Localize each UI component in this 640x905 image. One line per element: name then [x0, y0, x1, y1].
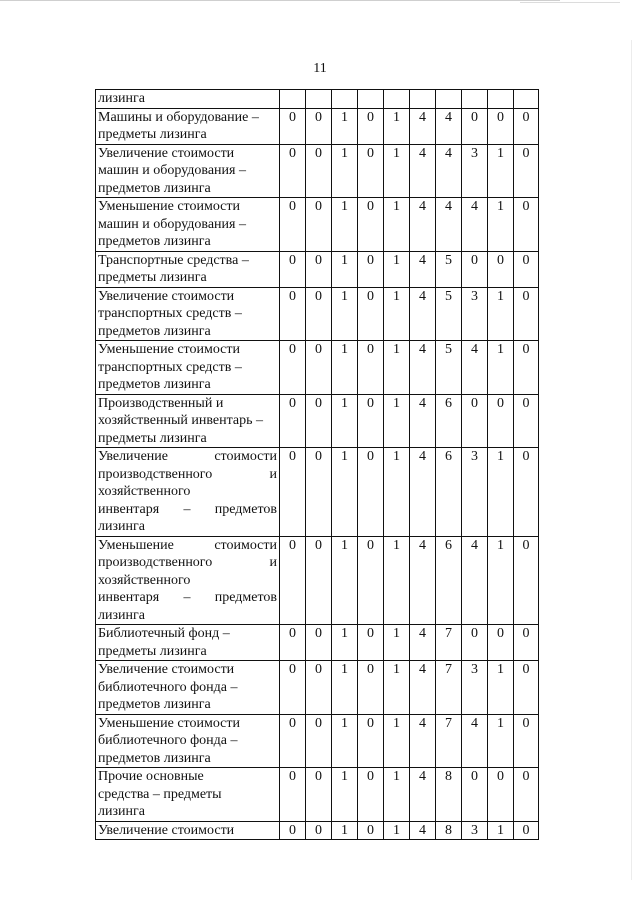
code-digit-cell: 4	[462, 536, 488, 625]
code-digit-cell: 0	[280, 198, 306, 252]
row-label-line: транспортных средств –	[98, 306, 242, 321]
account-codes-table	[95, 89, 539, 840]
code-digit-cell: 1	[384, 448, 410, 537]
row-label-cell	[96, 341, 280, 395]
row-label-line: Производственный и	[98, 395, 224, 411]
row-label-line: предметы лизинга	[98, 430, 207, 446]
table-body	[96, 90, 539, 840]
code-digit-cell: 1	[488, 198, 514, 252]
code-digit-cell: 8	[436, 821, 462, 840]
row-label-line: предметы лизинга	[98, 643, 207, 659]
code-digit-cell: 0	[306, 287, 332, 341]
code-digit-cell: 1	[332, 448, 358, 537]
row-label-line: предметов лизинга	[98, 323, 211, 339]
code-digit-cell: 1	[384, 108, 410, 144]
code-digit-cell: 1	[488, 714, 514, 768]
code-digit-cell: 1	[488, 821, 514, 840]
code-digit-cell: 4	[462, 714, 488, 768]
row-label-cell	[96, 448, 280, 537]
code-digit-cell: 0	[306, 251, 332, 287]
code-digit-cell: 1	[384, 198, 410, 252]
code-digit-cell: 1	[332, 341, 358, 395]
code-digit-cell: 0	[358, 198, 384, 252]
code-digit-cell: 4	[462, 341, 488, 395]
code-digit-cell: 7	[436, 714, 462, 768]
table-row	[96, 394, 539, 448]
code-digit-cell: 4	[410, 341, 436, 395]
code-digit-cell: 1	[332, 108, 358, 144]
row-label-cell	[96, 144, 280, 198]
code-digit-cell: 4	[436, 108, 462, 144]
code-digit-cell: 3	[462, 448, 488, 537]
code-digit-cell: 0	[280, 341, 306, 395]
code-digit-cell: 0	[280, 661, 306, 715]
table-row	[96, 768, 539, 822]
row-label-cell	[96, 90, 280, 109]
code-digit-cell: 0	[514, 341, 539, 395]
code-digit-cell: 0	[514, 625, 539, 661]
code-digit-cell: 1	[384, 251, 410, 287]
row-label-line: лизинга	[98, 91, 145, 106]
code-digit-cell: 0	[306, 341, 332, 395]
code-digit-cell: 8	[436, 768, 462, 822]
code-digit-cell: 0	[280, 448, 306, 537]
code-digit-cell: 1	[332, 198, 358, 252]
code-digit-cell: 0	[358, 768, 384, 822]
code-digit-cell: 1	[384, 287, 410, 341]
row-label-line: инвентаря – предметов	[98, 501, 277, 517]
code-digit-cell: 0	[514, 144, 539, 198]
table-row	[96, 287, 539, 341]
code-digit-cell: 1	[332, 661, 358, 715]
code-digit-cell: 0	[462, 394, 488, 448]
row-label-line: предметов лизинга	[98, 750, 211, 766]
code-digit-cell	[436, 90, 462, 109]
row-label-line: инвентаря – предметов	[98, 590, 277, 605]
code-digit-cell: 1	[488, 448, 514, 537]
code-digit-cell: 4	[410, 144, 436, 198]
row-label-line: Машины и оборудование –	[98, 109, 259, 125]
code-digit-cell: 0	[488, 625, 514, 661]
table-row	[96, 251, 539, 287]
code-digit-cell: 1	[384, 341, 410, 395]
code-digit-cell: 4	[410, 394, 436, 448]
code-digit-cell: 4	[410, 287, 436, 341]
row-label-line: Уменьшение стоимости	[98, 342, 240, 357]
table-row	[96, 198, 539, 252]
scan-side-shadow	[631, 40, 632, 880]
code-digit-cell: 3	[462, 821, 488, 840]
code-digit-cell: 0	[462, 768, 488, 822]
code-digit-cell	[384, 90, 410, 109]
code-digit-cell: 1	[488, 341, 514, 395]
code-digit-cell: 0	[462, 251, 488, 287]
code-digit-cell: 1	[384, 768, 410, 822]
table-row	[96, 625, 539, 661]
row-label-line: хозяйственного	[98, 484, 191, 499]
row-label-line: Увеличение стоимости	[98, 288, 235, 304]
table-row	[96, 144, 539, 198]
code-digit-cell: 0	[514, 394, 539, 448]
code-digit-cell: 0	[358, 287, 384, 341]
code-digit-cell: 3	[462, 144, 488, 198]
code-digit-cell: 0	[358, 821, 384, 840]
code-digit-cell: 0	[358, 661, 384, 715]
row-label-line: лизинга	[98, 607, 145, 623]
code-digit-cell: 0	[514, 108, 539, 144]
code-digit-cell	[358, 90, 384, 109]
table-row	[96, 108, 539, 144]
code-digit-cell: 1	[332, 768, 358, 822]
row-label-line: транспортных средств –	[98, 359, 242, 375]
code-digit-cell: 4	[410, 448, 436, 537]
code-digit-cell: 4	[462, 198, 488, 252]
row-label-cell	[96, 714, 280, 768]
code-digit-cell: 0	[280, 108, 306, 144]
code-digit-cell: 1	[384, 821, 410, 840]
row-label-cell	[96, 287, 280, 341]
code-digit-cell: 3	[462, 287, 488, 341]
code-digit-cell: 0	[514, 821, 539, 840]
table-row	[96, 448, 539, 537]
code-digit-cell	[462, 90, 488, 109]
row-label-line: Уменьшение стоимости	[98, 199, 240, 214]
table-row	[96, 714, 539, 768]
row-label-line: предметов лизинга	[98, 697, 211, 712]
code-digit-cell: 0	[280, 625, 306, 661]
scan-edge-line	[0, 0, 560, 1]
code-digit-cell: 0	[280, 251, 306, 287]
code-digit-cell: 1	[384, 625, 410, 661]
code-digit-cell	[306, 90, 332, 109]
row-label-line: Увеличение стоимости	[98, 145, 235, 161]
code-digit-cell: 0	[358, 394, 384, 448]
code-digit-cell: 0	[306, 144, 332, 198]
code-digit-cell: 0	[280, 714, 306, 768]
code-digit-cell: 0	[280, 768, 306, 822]
row-label-line: лизинга	[98, 804, 145, 819]
row-label-cell	[96, 821, 280, 840]
row-label-line: библиотечного фонда –	[98, 733, 238, 748]
row-label-cell	[96, 768, 280, 822]
code-digit-cell: 1	[332, 625, 358, 661]
row-label-line: хозяйственного	[98, 572, 191, 588]
row-label-line: Увеличение стоимости	[98, 449, 277, 464]
code-digit-cell	[410, 90, 436, 109]
code-digit-cell: 1	[332, 144, 358, 198]
code-digit-cell: 0	[358, 251, 384, 287]
code-digit-cell: 0	[306, 448, 332, 537]
code-digit-cell: 1	[384, 661, 410, 715]
code-digit-cell: 7	[436, 661, 462, 715]
code-digit-cell: 0	[488, 108, 514, 144]
code-digit-cell: 0	[306, 108, 332, 144]
code-digit-cell: 0	[306, 394, 332, 448]
code-digit-cell: 5	[436, 251, 462, 287]
code-digit-cell: 5	[436, 341, 462, 395]
code-digit-cell: 4	[410, 625, 436, 661]
row-label-cell	[96, 251, 280, 287]
row-label-line: предметов лизинга	[98, 180, 211, 196]
code-digit-cell	[488, 90, 514, 109]
code-digit-cell	[514, 90, 539, 109]
code-digit-cell: 1	[332, 536, 358, 625]
code-digit-cell: 0	[306, 536, 332, 625]
row-label-line: Транспортные средства –	[98, 252, 249, 268]
row-label-cell	[96, 536, 280, 625]
row-label-line: библиотечного фонда –	[98, 679, 238, 695]
code-digit-cell: 0	[514, 768, 539, 822]
code-digit-cell: 4	[410, 768, 436, 822]
code-digit-cell: 1	[332, 287, 358, 341]
row-label-line: Библиотечный фонд –	[98, 626, 230, 641]
code-digit-cell: 0	[514, 661, 539, 715]
code-digit-cell: 1	[384, 394, 410, 448]
code-digit-cell: 0	[358, 714, 384, 768]
row-label-line: производственного и	[98, 466, 277, 482]
code-digit-cell: 0	[488, 394, 514, 448]
row-label-line: предметы лизинга	[98, 127, 207, 142]
row-label-line: средства – предметы	[98, 786, 222, 802]
code-digit-cell: 4	[410, 821, 436, 840]
code-digit-cell: 0	[488, 768, 514, 822]
code-digit-cell: 4	[436, 198, 462, 252]
code-digit-cell: 0	[514, 198, 539, 252]
row-label-line: машин и оборудования –	[98, 216, 246, 232]
code-digit-cell: 4	[410, 714, 436, 768]
code-digit-cell: 0	[306, 714, 332, 768]
code-digit-cell: 0	[462, 625, 488, 661]
table-row	[96, 341, 539, 395]
row-label-cell	[96, 108, 280, 144]
row-label-line: Увеличение стоимости	[98, 822, 235, 838]
code-digit-cell: 0	[514, 251, 539, 287]
code-digit-cell: 1	[332, 821, 358, 840]
code-digit-cell: 4	[410, 536, 436, 625]
code-digit-cell	[332, 90, 358, 109]
row-label-line: Увеличение стоимости	[98, 662, 235, 677]
row-label-cell	[96, 198, 280, 252]
row-label-line: хозяйственный инвентарь –	[98, 413, 263, 428]
row-label-line: Прочие основные	[98, 769, 204, 784]
code-digit-cell: 4	[410, 108, 436, 144]
code-digit-cell: 0	[306, 768, 332, 822]
code-digit-cell: 0	[358, 108, 384, 144]
code-digit-cell: 0	[358, 448, 384, 537]
code-digit-cell: 0	[358, 144, 384, 198]
code-digit-cell: 5	[436, 287, 462, 341]
scan-edge-line-secondary	[520, 2, 620, 3]
table-row	[96, 536, 539, 625]
code-digit-cell: 0	[280, 394, 306, 448]
code-digit-cell: 0	[514, 536, 539, 625]
code-digit-cell: 6	[436, 394, 462, 448]
row-label-line: Уменьшение стоимости	[98, 715, 240, 731]
row-label-line: предметы лизинга	[98, 270, 207, 285]
table-row	[96, 90, 539, 109]
code-digit-cell: 0	[358, 536, 384, 625]
code-digit-cell: 0	[514, 714, 539, 768]
code-digit-cell: 1	[488, 144, 514, 198]
code-digit-cell: 0	[514, 448, 539, 537]
row-label-cell	[96, 625, 280, 661]
row-label-line: Уменьшение стоимости	[98, 537, 277, 553]
page-number: 11	[313, 61, 327, 76]
code-digit-cell: 0	[306, 661, 332, 715]
code-digit-cell: 6	[436, 448, 462, 537]
code-digit-cell: 0	[306, 198, 332, 252]
row-label-line: лизинга	[98, 519, 145, 534]
code-digit-cell: 1	[488, 536, 514, 625]
table-row	[96, 821, 539, 840]
code-digit-cell: 1	[332, 394, 358, 448]
row-label-line: предметов лизинга	[98, 234, 211, 249]
code-digit-cell: 1	[332, 714, 358, 768]
code-digit-cell: 1	[384, 144, 410, 198]
code-digit-cell: 4	[410, 251, 436, 287]
code-digit-cell	[280, 90, 306, 109]
code-digit-cell: 4	[436, 144, 462, 198]
code-digit-cell: 0	[358, 625, 384, 661]
code-digit-cell: 0	[280, 144, 306, 198]
row-label-cell	[96, 394, 280, 448]
code-digit-cell: 0	[462, 108, 488, 144]
row-label-cell	[96, 661, 280, 715]
code-digit-cell: 1	[332, 251, 358, 287]
code-digit-cell: 1	[488, 287, 514, 341]
code-digit-cell: 3	[462, 661, 488, 715]
code-digit-cell: 4	[410, 198, 436, 252]
code-digit-cell: 0	[280, 287, 306, 341]
code-digit-cell: 7	[436, 625, 462, 661]
code-digit-cell: 0	[306, 821, 332, 840]
code-digit-cell: 0	[358, 341, 384, 395]
code-digit-cell: 0	[306, 625, 332, 661]
row-label-line: предметов лизинга	[98, 377, 211, 392]
code-digit-cell: 4	[410, 661, 436, 715]
table-row	[96, 661, 539, 715]
code-digit-cell: 0	[488, 251, 514, 287]
code-digit-cell: 0	[280, 536, 306, 625]
code-digit-cell: 6	[436, 536, 462, 625]
code-digit-cell: 1	[488, 661, 514, 715]
row-label-line: машин и оборудования –	[98, 163, 246, 178]
row-label-line: производственного и	[98, 555, 277, 570]
code-digit-cell: 1	[384, 714, 410, 768]
code-digit-cell: 1	[384, 536, 410, 625]
code-digit-cell: 0	[280, 821, 306, 840]
code-digit-cell: 0	[514, 287, 539, 341]
